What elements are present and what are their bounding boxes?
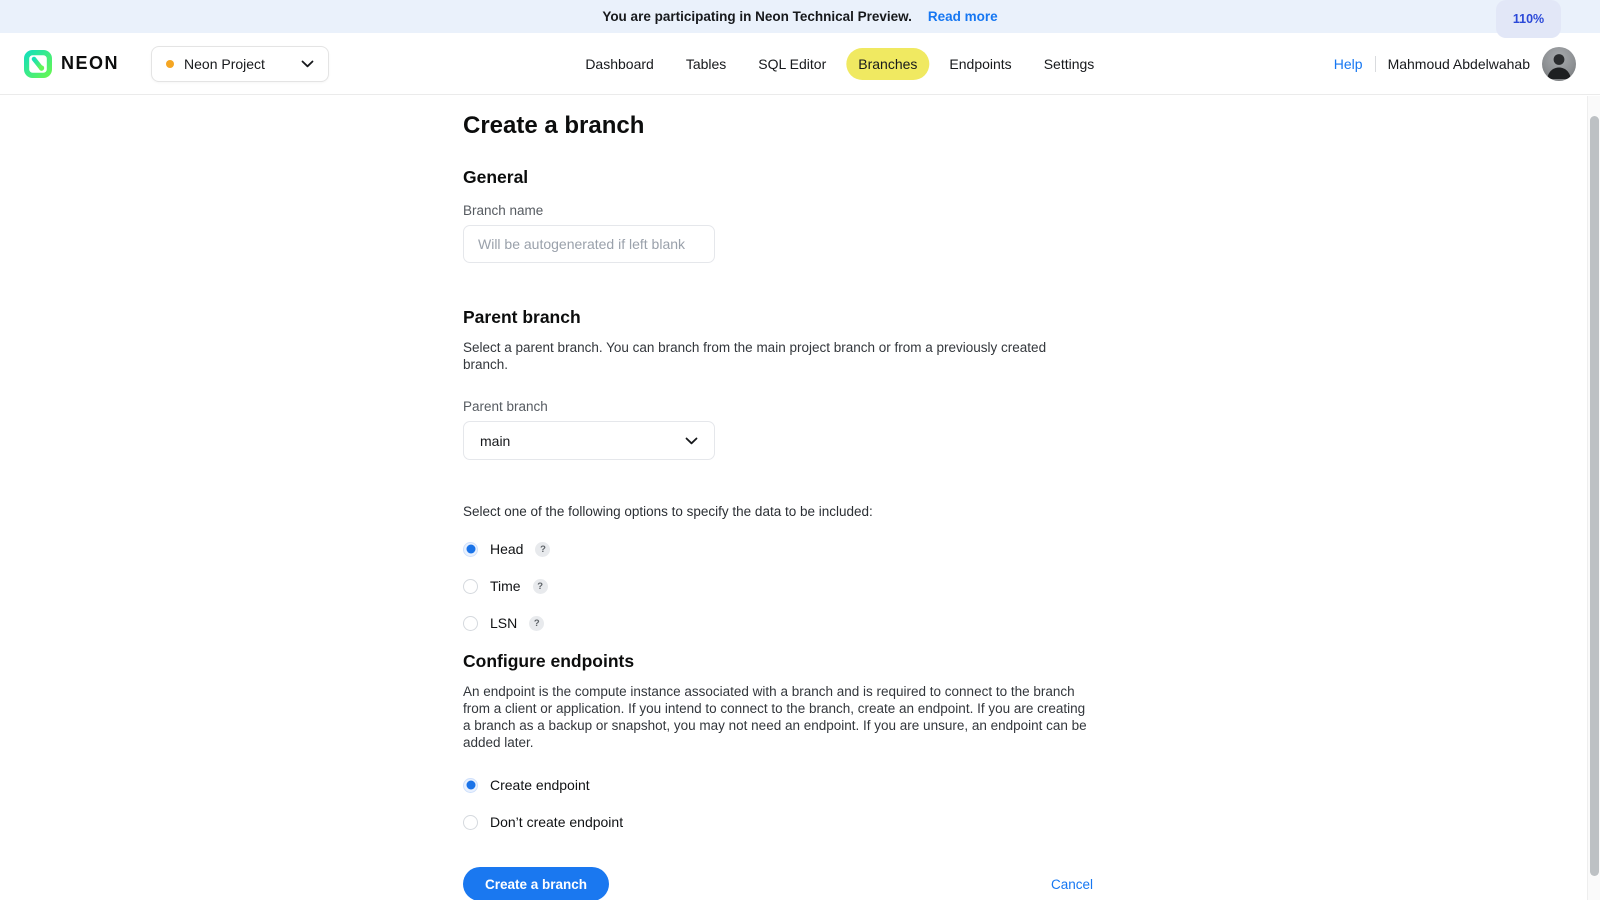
- chevron-down-icon: [301, 60, 314, 68]
- help-icon[interactable]: ?: [533, 579, 548, 594]
- user-avatar[interactable]: [1542, 47, 1576, 81]
- data-options-prompt: Select one of the following options to specify the data to be included:: [463, 504, 873, 519]
- nav-item-sql-editor[interactable]: SQL Editor: [758, 55, 827, 72]
- header-divider: [1375, 56, 1376, 72]
- neon-logo[interactable]: [24, 50, 119, 78]
- radio-option-head: [463, 541, 1093, 557]
- create-branch-form: [463, 95, 1093, 900]
- help-icon[interactable]: ?: [535, 542, 550, 557]
- help-icon[interactable]: ?: [529, 616, 544, 631]
- parent-branch-heading: Parent branch: [463, 307, 581, 327]
- radio-create-endpoint[interactable]: [463, 778, 478, 793]
- page-title: Create a branch: [463, 112, 645, 139]
- app-header: [0, 33, 1600, 95]
- parent-branch-selected-value: main: [480, 432, 511, 449]
- technical-preview-banner: [0, 0, 1600, 33]
- radio-option-dont-create-endpoint: [463, 814, 1093, 830]
- read-more-link[interactable]: Read more: [927, 9, 998, 24]
- radio-option-create-endpoint: [463, 777, 1093, 793]
- radio-dont-create-endpoint-label[interactable]: Don’t create endpoint: [490, 814, 624, 830]
- radio-lsn-label[interactable]: LSN: [490, 615, 518, 631]
- help-link[interactable]: Help: [1333, 55, 1363, 72]
- radio-create-endpoint-label[interactable]: Create endpoint: [490, 777, 590, 793]
- user-name: Mahmoud Abdelwahab: [1387, 55, 1530, 72]
- general-section-heading: General: [463, 167, 529, 187]
- nav-item-settings[interactable]: Settings: [1043, 55, 1095, 72]
- nav-item-tables[interactable]: Tables: [685, 55, 727, 72]
- scrollbar-thumb[interactable]: [1590, 116, 1599, 876]
- cancel-link[interactable]: Cancel: [1050, 876, 1093, 892]
- chevron-down-icon: [685, 437, 698, 445]
- form-actions: [463, 867, 1093, 900]
- main-nav: [573, 48, 1106, 80]
- radio-option-lsn: [463, 615, 1093, 631]
- radio-lsn[interactable]: [463, 616, 478, 631]
- branch-name-input[interactable]: [463, 225, 715, 263]
- parent-branch-description: Select a parent branch. You can branch from the main project branch or from a previously created branch.: [463, 340, 1047, 372]
- radio-head-label[interactable]: Head: [490, 541, 524, 557]
- zoom-level-value: 110%: [1512, 12, 1545, 26]
- branch-name-label: Branch name: [463, 203, 544, 218]
- project-selector-label: Neon Project: [184, 55, 265, 72]
- neon-logo-text: NEON: [61, 53, 120, 73]
- parent-branch-select[interactable]: [463, 421, 715, 460]
- project-status-dot: [166, 60, 174, 68]
- banner-text: You are participating in Neon Technical Preview.: [602, 9, 912, 24]
- radio-time[interactable]: [463, 579, 478, 594]
- header-right-group: [1334, 47, 1576, 81]
- radio-time-label[interactable]: Time: [490, 578, 521, 594]
- nav-item-endpoints[interactable]: Endpoints: [949, 55, 1012, 72]
- create-branch-button[interactable]: Create a branch: [463, 867, 609, 900]
- browser-zoom-badge: [1496, 0, 1561, 38]
- radio-dont-create-endpoint[interactable]: [463, 815, 478, 830]
- endpoints-description: An endpoint is the compute instance associated with a branch and is required to connect to the branch from a client or application. If you intend to connect to the branch, create an endpoint. If you are creating a branch as a backup or snapshot, you may not need an endpoint. If you are unsure, an endpoint can be added later.: [463, 684, 1087, 750]
- nav-item-dashboard[interactable]: Dashboard: [585, 55, 654, 72]
- vertical-scrollbar[interactable]: [1587, 96, 1600, 900]
- neon-logo-icon: [24, 50, 52, 78]
- radio-option-time: [463, 578, 1093, 594]
- configure-endpoints-heading: Configure endpoints: [463, 651, 635, 671]
- project-selector[interactable]: [151, 46, 329, 82]
- radio-head[interactable]: [463, 542, 478, 557]
- parent-branch-label: Parent branch: [463, 399, 548, 414]
- nav-item-branches[interactable]: Branches: [846, 48, 929, 80]
